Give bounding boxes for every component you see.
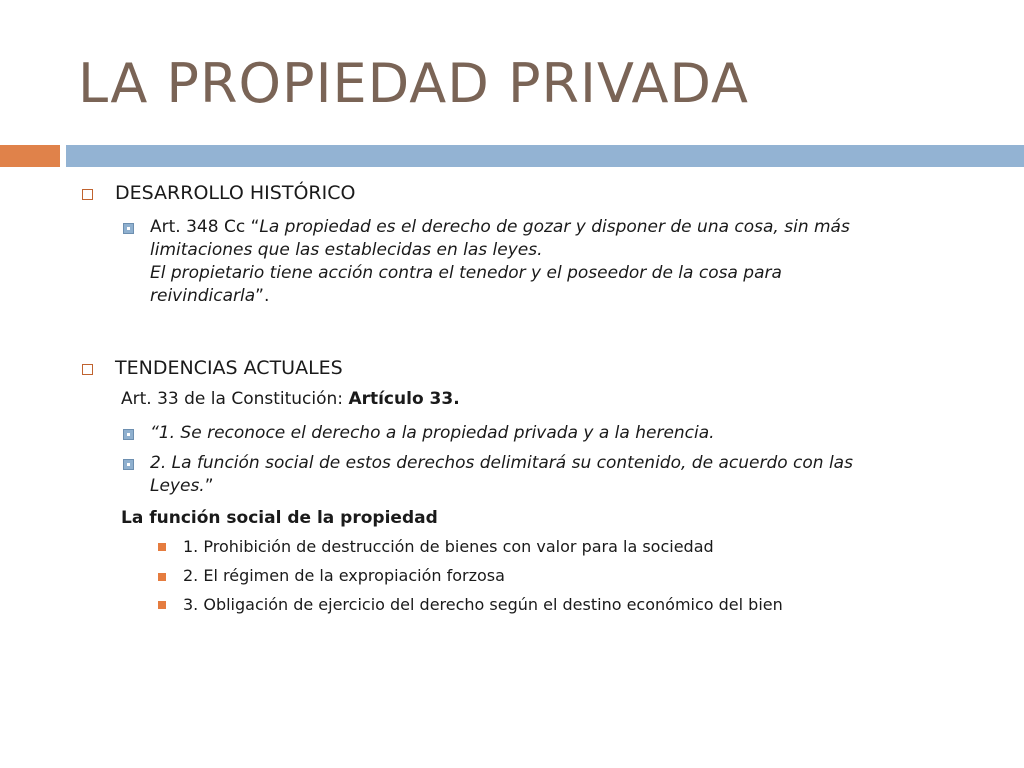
page-title: LA PROPIEDAD PRIVADA: [78, 52, 749, 115]
funcion-item-2: 2. El régimen de la expropiación forzosa: [183, 566, 505, 585]
section-heading-historico: DESARROLLO HISTÓRICO: [115, 182, 356, 204]
point-2-text: 2. La función social de estos derechos delimitará su contenido, de acuerdo con las Leyes.”: [150, 453, 853, 496]
sub-bullet-icon: [123, 459, 134, 470]
art-348-text: Art. 348 Cc “La propiedad es el derecho de gozar y disponer de una cosa, sin más limitaciones que las establecidas en las leyes. El propietario tiene acción contra el tenedor y el poseedor de la cosa para reivindicarla”.: [150, 217, 850, 306]
square-bullet-icon: [82, 364, 93, 375]
section-heading-actuales: TENDENCIAS ACTUALES: [115, 357, 343, 379]
sub-bullet-icon: [123, 223, 134, 234]
funcion-item-3: 3. Obligación de ejercicio del derecho según el destino económico del bien: [183, 595, 783, 614]
funcion-social-heading: La función social de la propiedad: [121, 508, 438, 528]
square-bullet-icon: [82, 189, 93, 200]
orange-bullet-icon: [158, 601, 166, 609]
point-1-text: “1. Se reconoce el derecho a la propiedad privada y a la herencia.: [150, 423, 715, 443]
sub-bullet-icon: [123, 429, 134, 440]
funcion-item-1: 1. Prohibición de destrucción de bienes con valor para la sociedad: [183, 537, 714, 556]
art-33-line: Art. 33 de la Constitución: Artículo 33.: [121, 389, 460, 409]
orange-bullet-icon: [158, 573, 166, 581]
orange-bullet-icon: [158, 543, 166, 551]
